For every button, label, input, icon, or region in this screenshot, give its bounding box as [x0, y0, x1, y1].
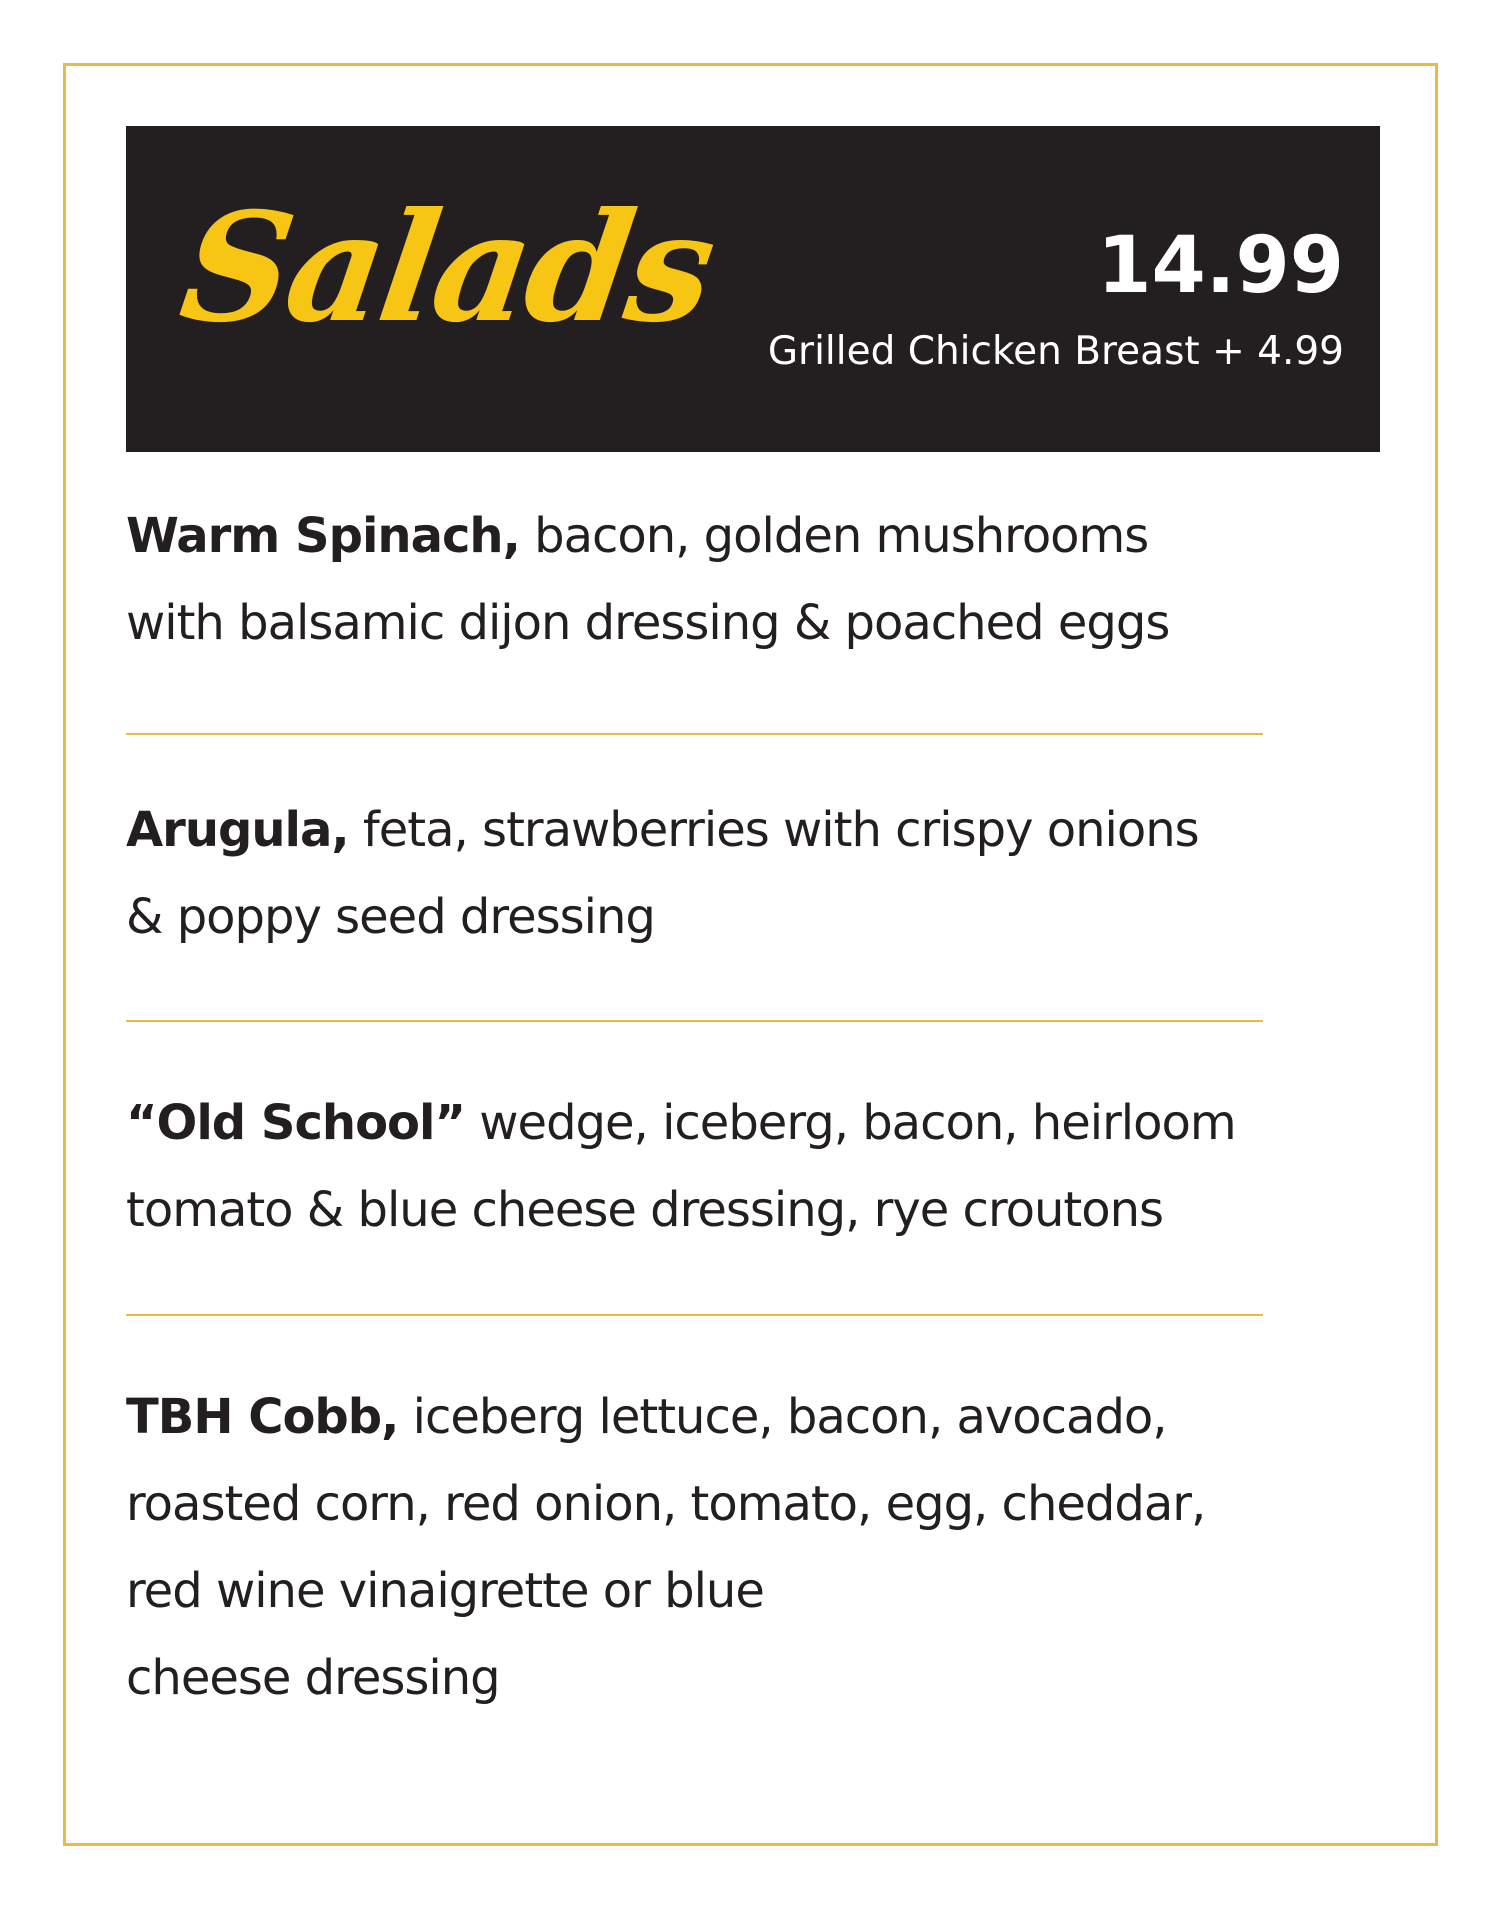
- menu-item-description: iceberg lettuce, bacon, avocado,: [412, 1389, 1167, 1445]
- menu-item-tbh-cobb: [126, 1374, 1366, 1722]
- divider: [126, 733, 1263, 735]
- menu-item-description: & poppy seed dressing: [126, 889, 655, 945]
- menu-item-name: TBH Cobb,: [126, 1389, 399, 1445]
- divider: [126, 1314, 1263, 1316]
- menu-item-arugula: [126, 787, 1366, 961]
- menu-price: 14.99: [1097, 221, 1344, 311]
- menu-item-description: feta, strawberries with crispy onions: [362, 802, 1199, 858]
- menu-item-description: with balsamic dijon dressing & poached eggs: [126, 595, 1170, 651]
- header-banner: [126, 126, 1380, 452]
- menu-item-description: red wine vinaigrette or blue: [126, 1563, 764, 1619]
- menu-item-description: wedge, iceberg, bacon, heirloom: [479, 1095, 1236, 1151]
- menu-item-line: [126, 1374, 1366, 1461]
- divider: [126, 1020, 1263, 1022]
- menu-item-old-school: [126, 1080, 1366, 1254]
- menu-item-line: [126, 493, 1366, 580]
- menu-addon: Grilled Chicken Breast + 4.99: [767, 329, 1344, 374]
- menu-item-line: [126, 787, 1366, 874]
- menu-item-name: Warm Spinach,: [126, 508, 520, 564]
- menu-item-line: [126, 1080, 1366, 1167]
- menu-item-name: “Old School”: [126, 1095, 466, 1151]
- menu-item-name: Arugula,: [126, 802, 349, 858]
- menu-item-description: cheese dressing: [126, 1650, 500, 1706]
- menu-section-title: Salads: [171, 180, 722, 356]
- menu-item-description: roasted corn, red onion, tomato, egg, cheddar,: [126, 1476, 1206, 1532]
- menu-item-warm-spinach: [126, 493, 1366, 667]
- menu-item-description: bacon, golden mushrooms: [534, 508, 1149, 564]
- menu-item-description: tomato & blue cheese dressing, rye croutons: [126, 1182, 1164, 1238]
